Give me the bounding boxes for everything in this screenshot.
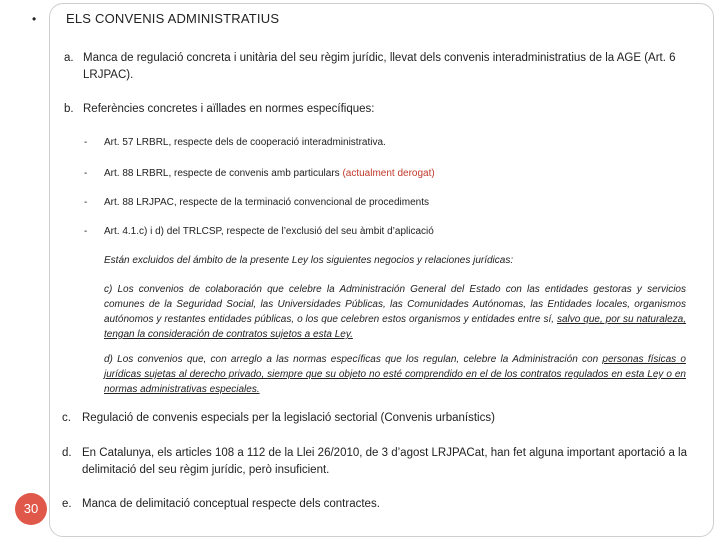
quote-paragraph-d — [104, 352, 686, 397]
point-a-marker: a. — [64, 52, 74, 64]
point-a — [64, 50, 694, 84]
point-d-marker: d. — [62, 447, 72, 459]
sub-item-dash: - — [84, 226, 88, 237]
point-e-text: Manca de delimitació conceptual respecte dels contractes. — [82, 498, 380, 510]
sub-item-dash: - — [84, 137, 88, 148]
sub-item-text: Art. 57 LRBRL, respecte dels de cooperació interadministrativa. — [104, 137, 386, 148]
page-number-badge: 30 — [15, 493, 47, 525]
sub-item-text: Art. 4.1.c) i d) del TRLCSP, respecte de l’exclusió del seu àmbit d’aplicació — [104, 226, 434, 237]
title-bullet: • — [32, 12, 37, 26]
quote-d-underlined: personas físicas o jurídicas sujetas al derecho privado, siempre que su objeto no esté comprendido en el de los contratos regulados en esta Ley o en normas administrativas especiales. — [104, 354, 686, 395]
point-b-text: Referències concretes i aïllades en normes específiques: — [83, 103, 375, 115]
sub-item-dash: - — [84, 197, 88, 208]
point-b — [64, 101, 694, 118]
point-e-marker: e. — [62, 498, 72, 510]
point-d-text: En Catalunya, els articles 108 a 112 de la Llei 26/2010, de 3 d’agost LRJPACat, han fet alguna important aportació a la delimitació del seu règim jurídic, però insuficient. — [82, 447, 687, 476]
quote-c-text: c) Los convenios de colaboración que celebre la Administración General del Estado con las entidades gestoras y servicios comunes de la Seguridad Social, las Universidades Públicas, las Comunidades Autónomas, las Entidades locales, organismos autónomos y restantes entidades públicas, o los que celebren estos organismos y entidades entre sí, — [104, 284, 686, 325]
point-b-marker: b. — [64, 103, 74, 115]
sub-item-dash: - — [84, 168, 88, 179]
sub-item-line — [104, 168, 435, 179]
quote-paragraph-c — [104, 282, 686, 342]
slide-title: ELS CONVENIS ADMINISTRATIUS — [66, 11, 280, 26]
quote-c-underlined: salvo que, por su naturaleza, tengan la consideración de contratos sujetos a esta Ley. — [104, 314, 686, 340]
derogated-note: (actualment derogat) — [342, 168, 435, 179]
quote-intro: Están excluidos del ámbito de la presente Ley los siguientes negocios y relaciones jurídicas: — [104, 255, 514, 266]
point-c-text: Regulació de convenis especials per la legislació sectorial (Convenis urbanístics) — [82, 412, 495, 424]
point-a-text: Manca de regulació concreta i unitària del seu règim jurídic, llevat dels convenis interadministratius de la AGE (Art. 6 LRJPAC). — [83, 52, 676, 81]
quote-d-text: d) Los convenios que, con arreglo a las normas específicas que los regulan, celebre la Administración con — [104, 354, 603, 365]
sub-item-text: Art. 88 LRBRL, respecte de convenis amb particulars — [104, 168, 340, 179]
point-c-marker: c. — [62, 412, 71, 424]
sub-item-text: Art. 88 LRJPAC, respecte de la terminació convencional de procediments — [104, 197, 429, 208]
